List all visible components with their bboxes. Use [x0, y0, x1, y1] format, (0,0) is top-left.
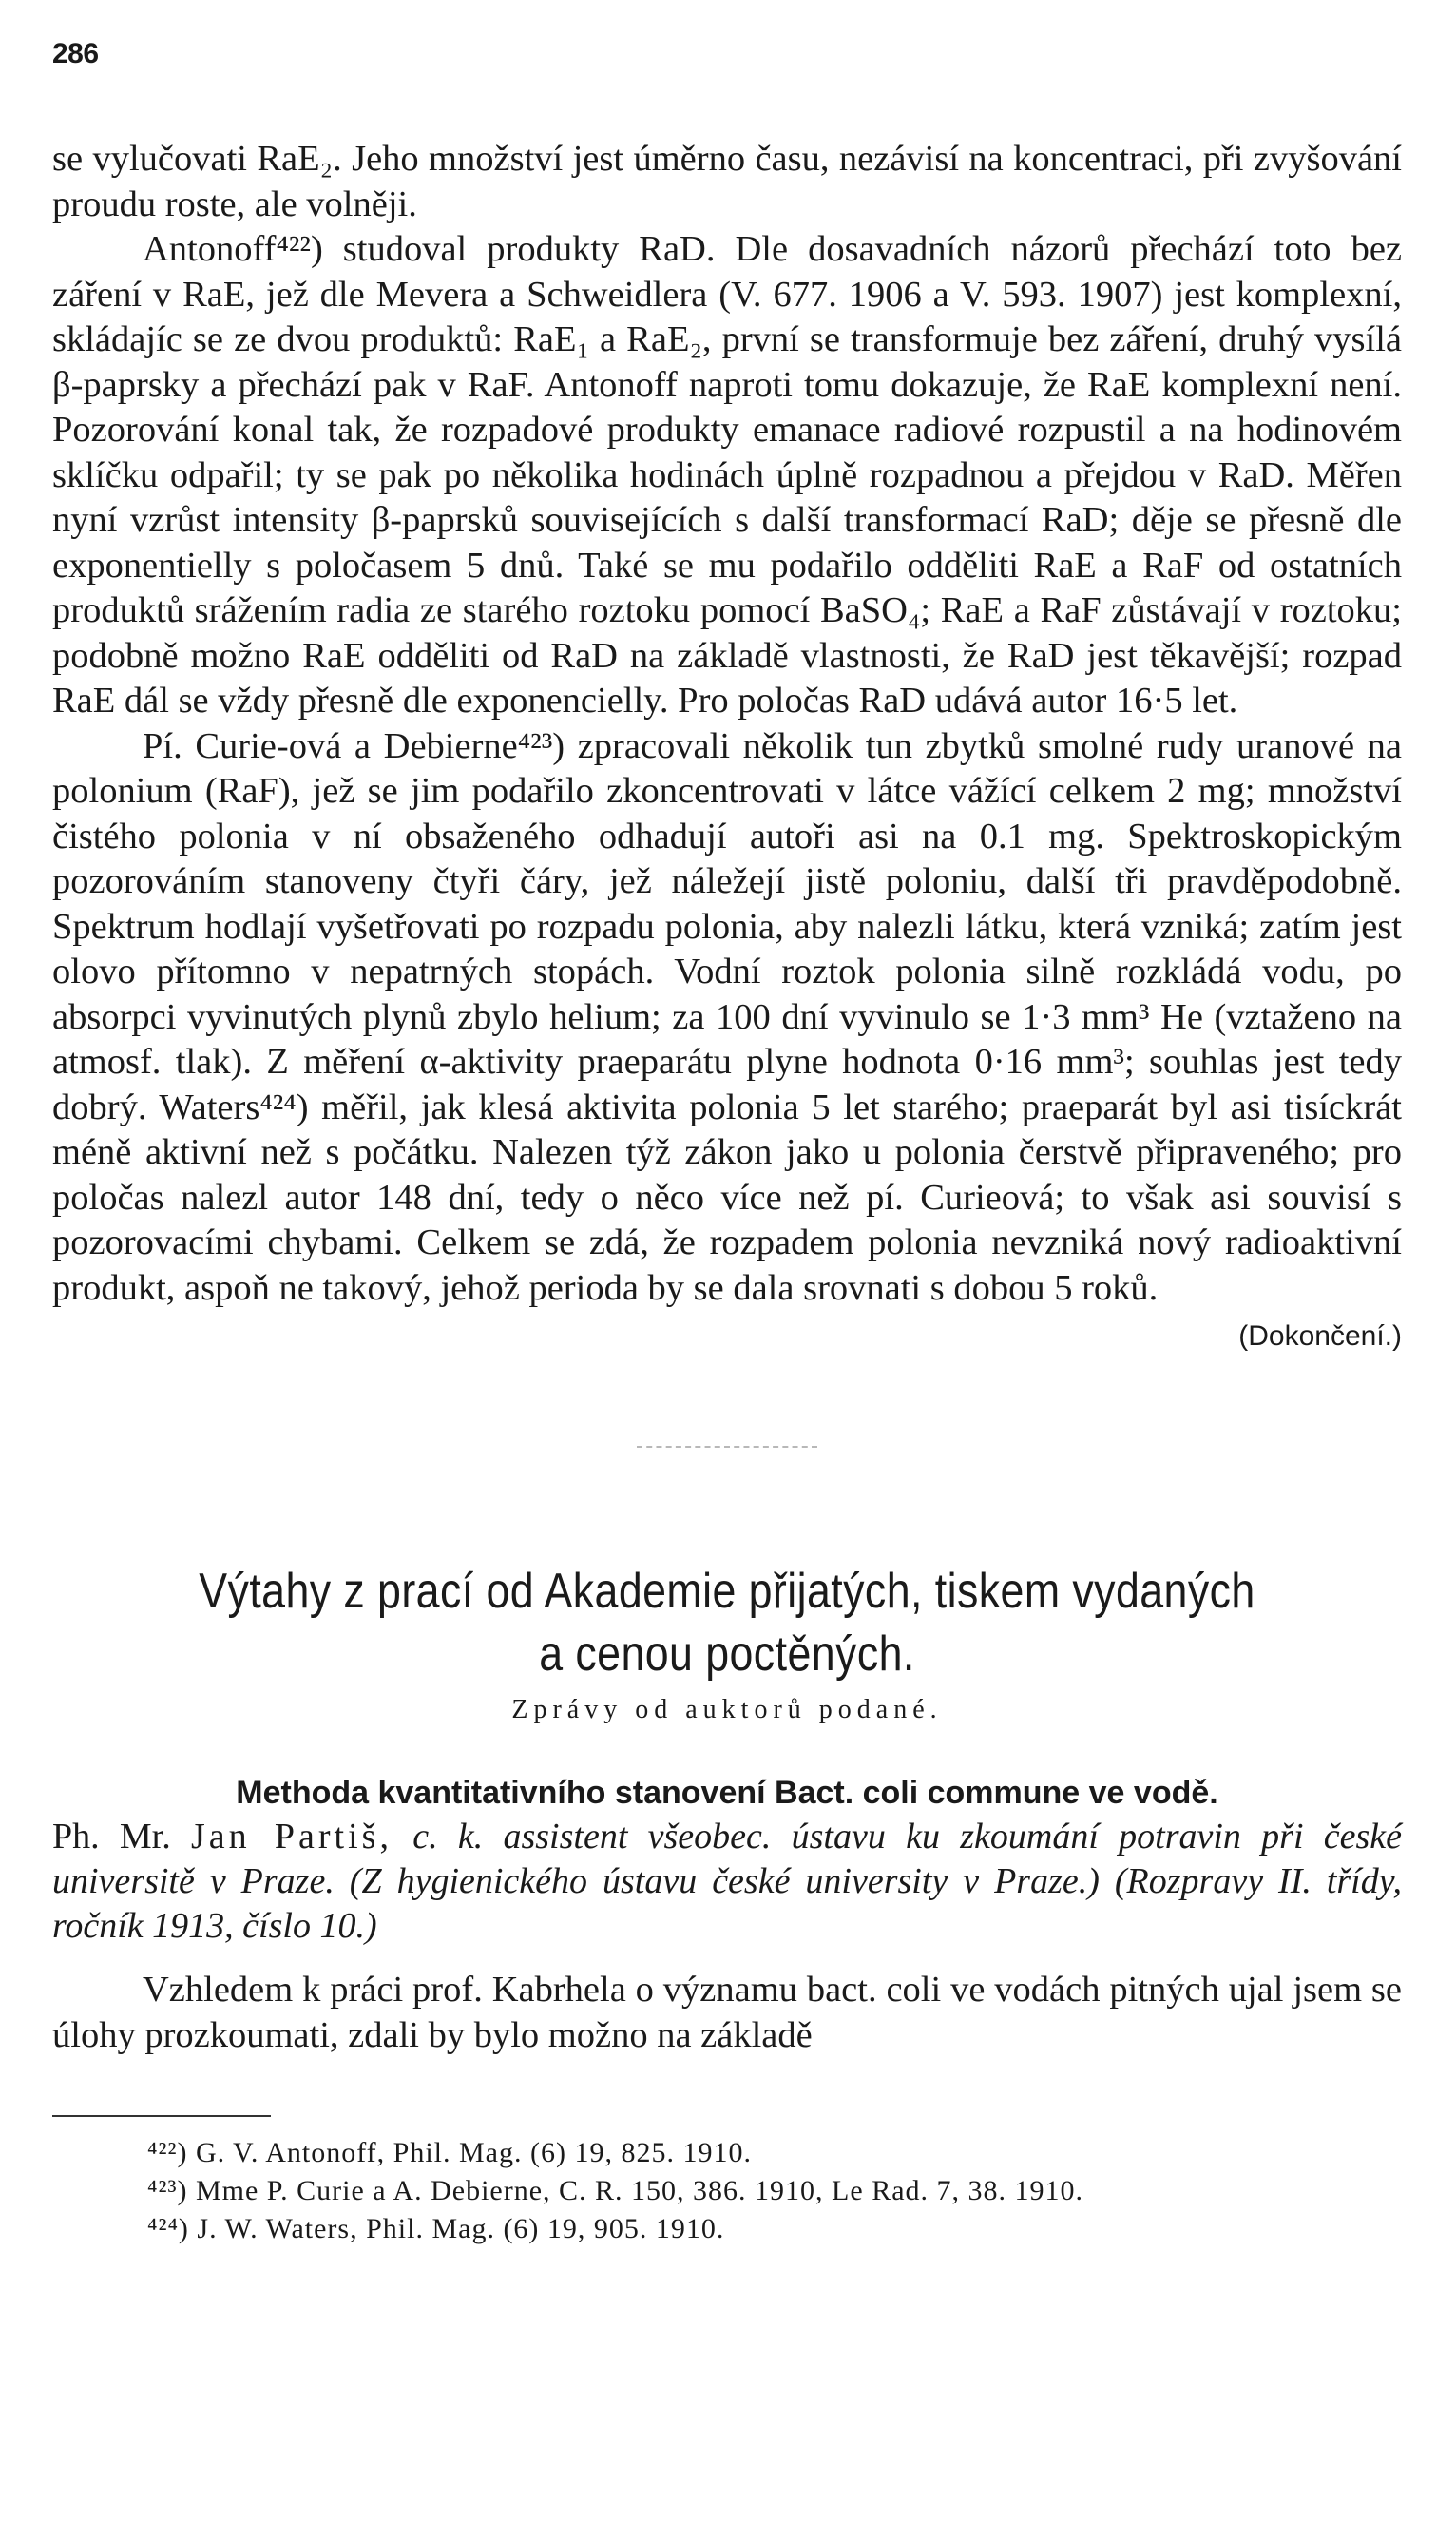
footnote-424: ⁴²⁴) J. W. Waters, Phil. Mag. (6) 19, 905. 1910.: [147, 2213, 725, 2244]
paragraph-3: Pí. Curie-ová a Debierne⁴²³) zpracovali několik tun zbytků smolné rudy uranové na polonium (RaF), jež se jim podařilo zkoncentrovati v látce vážící celkem 2 mg; množství čistého polonia v ní obsaženého odhadují autoři asi na 0.1 mg. Spektroskopickým pozorováním stanoveny čtyři čáry, jež náležejí jistě poloniu, další tři pravděpodobně. Spektrum hodlají vyšetřovati po rozpadu polonia, aby nalezli látku, která vzniká; zatím jest olovo přítomno v nepatrných stopách. Vodní roztok polonia silně rozkládá vodu, po absorpci vyvinutých plynů zbylo helium; za 100 dní vyvinulo se 1·3 mm³ He (vztaženo na atmosf. tlak). Z měření α-aktivity praeparátu plyne hodnota 0·16 mm³; souhlas jest tedy dobrý. Waters⁴²⁴) měřil, jak klesá aktivita polonia 5 let starého; praeparát byl asi tisíckrát méně aktivní než s počátku. Nalezen týž zákon jako u polonia čerstvě připraveného; pro poločas nalezl autor 148 dní, tedy o něco více než pí. Curieová; to však asi souvisí s pozorovacími chybami. Celkem se zdá, že rozpadem polonia nevzniká nový radioaktivní produkt, aspoň ne takový, jehož perioda by se dala srovnati s dobou 5 roků.: [52, 725, 1402, 1308]
body-text: [52, 137, 1402, 1353]
author-name: Jan Partiš,: [191, 1817, 393, 1857]
article-text: Vzhledem k práci prof. Kabrhela o významu bact. coli ve vodách pitných ujal jsem se úlohy prozkoumati, zdali by bylo možno na základě: [52, 1970, 1402, 2055]
section-divider: [637, 1446, 817, 1448]
continuation-note: (Dokončení.): [1238, 1320, 1402, 1352]
section-title-line-2: a cenou poctěných.: [539, 1626, 915, 1682]
page-number: 286: [52, 38, 99, 69]
author-prefix: Ph. Mr.: [52, 1817, 171, 1857]
paragraph-1: se vylučovati RaE₂. Jeho množství jest úměrno času, nezávisí na koncentraci, při zvyšování proudu roste, ale volněji.: [52, 139, 1402, 224]
footnote-422: ⁴²²) G. V. Antonoff, Phil. Mag. (6) 19, 825. 1910.: [147, 2137, 752, 2168]
publication-info: (Rozpravy II. třídy, ročník 1913, číslo 10.): [52, 1861, 1403, 1946]
footnote-rule: [52, 2115, 271, 2117]
section-subtitle: Zprávy od auktorů podané.: [511, 1695, 943, 1724]
article: [52, 1771, 1402, 2058]
article-byline: [52, 1815, 1402, 1949]
section-header: [52, 1560, 1402, 1725]
footnote-423: ⁴²³) Mme P. Curie a A. Debierne, C. R. 150, 386. 1910, Le Rad. 7, 38. 1910.: [147, 2175, 1084, 2206]
section-title-line-1: Výtahy z prací od Akademie přijatých, tiskem vydaných: [199, 1564, 1255, 1619]
footnotes: [52, 2134, 1402, 2248]
author-affiliation: c. k. assistent všeobec. ústavu ku zkoumání potravin při české universitě v Praze. (Z hygienického ústavu české university v Praze.): [52, 1817, 1403, 1901]
paragraph-2: Antonoff⁴²²) studoval produkty RaD. Dle dosavadních názorů přechází toto bez záření v RaE, jež dle Mevera a Schweidlera (V. 677. 1906 a V. 593. 1907) jest komplexní, skládajíc se ze dvou produktů: RaE₁ a RaE₂, první se transformuje bez záření, druhý vysílá β-paprsky a přechází pak v RaF. Antonoff naproti tomu dokazuje, že RaE komplexní není. Pozorování konal tak, že rozpadové produkty emanace radiové rozpustil a na hodinovém sklíčku odpařil; ty se pak po několika hodinách úplně rozpadnou a přejdou v RaD. Měřen nyní vzrůst intensity β-paprsků souvisejících s další transformací RaD; děje se přesně dle exponentielly s poločasem 5 dnů. Také se mu podařilo odděliti RaE a RaF od ostatních produktů srážením radia ze starého roztoku pomocí BaSO₄; RaE a RaF zůstávají v roztoku; podobně možno RaE odděliti od RaD na základě vlastnosti, že RaD jest těkavější; rozpad RaE dál se vždy přesně dle exponencielly. Pro poločas RaD udává autor 16·5 let.: [52, 229, 1402, 721]
page: [52, 38, 1402, 2248]
article-title: Methoda kvantitativního stanovení Bact. coli commune ve vodě.: [236, 1775, 1218, 1811]
